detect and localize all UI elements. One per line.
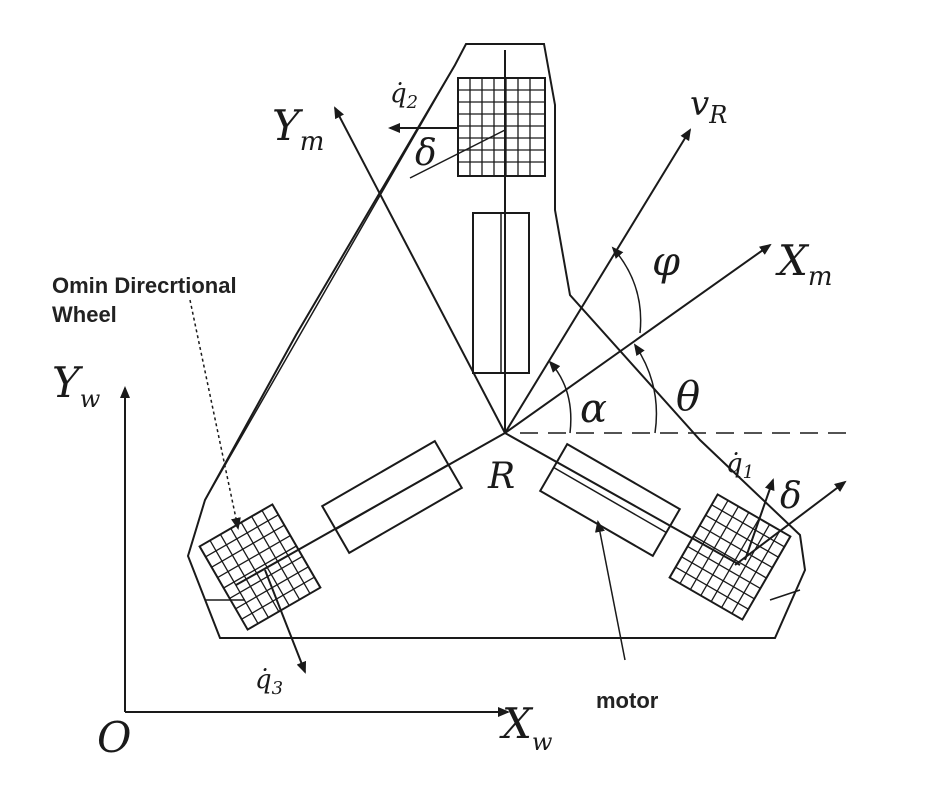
motor-left: [322, 441, 462, 553]
theta-label: θ: [676, 374, 701, 420]
mobile-x-axis: [505, 245, 770, 433]
q1-label: $q̇_1$: [726, 449, 755, 483]
theta-arc: [635, 345, 656, 433]
wheel-leader: [190, 300, 238, 528]
origin-label: O: [97, 713, 132, 762]
omni-wheel-left: [200, 504, 321, 629]
world-frame: [125, 388, 508, 712]
mobile-y-label: $Y_m$: [272, 101, 325, 157]
world-y-label: $Y_w$: [52, 358, 101, 413]
alpha-label: α: [580, 386, 608, 432]
delta-right-label: δ: [780, 476, 802, 517]
mobile-frame: [335, 108, 852, 433]
q3-label: $q̇_3$: [255, 665, 284, 699]
motor-right: [540, 444, 680, 556]
q2-label: $q̇_2$: [390, 79, 419, 113]
wheel-annotation-line2: Wheel: [52, 302, 117, 327]
phi-arc: [613, 248, 641, 333]
q3-arrow: [265, 570, 305, 672]
motor-leader: [598, 522, 625, 660]
delta-top-label: δ: [415, 133, 437, 174]
phi-label: φ: [652, 239, 681, 285]
omni-wheel-right: [670, 494, 791, 619]
world-x-label: $X_w$: [502, 699, 553, 756]
annotation-leaders: [190, 300, 625, 660]
motor-top: [473, 213, 529, 373]
mobile-x-label: $X_m$: [778, 236, 833, 292]
alpha-arc: [550, 362, 571, 433]
omni-wheel-top: [458, 78, 545, 176]
velocity-label: $v_R$: [690, 84, 728, 129]
wheel-annotation-line1: Omin Direcrtional: [52, 273, 237, 298]
motor-annotation: motor: [596, 688, 659, 713]
center-label: R: [488, 456, 516, 497]
